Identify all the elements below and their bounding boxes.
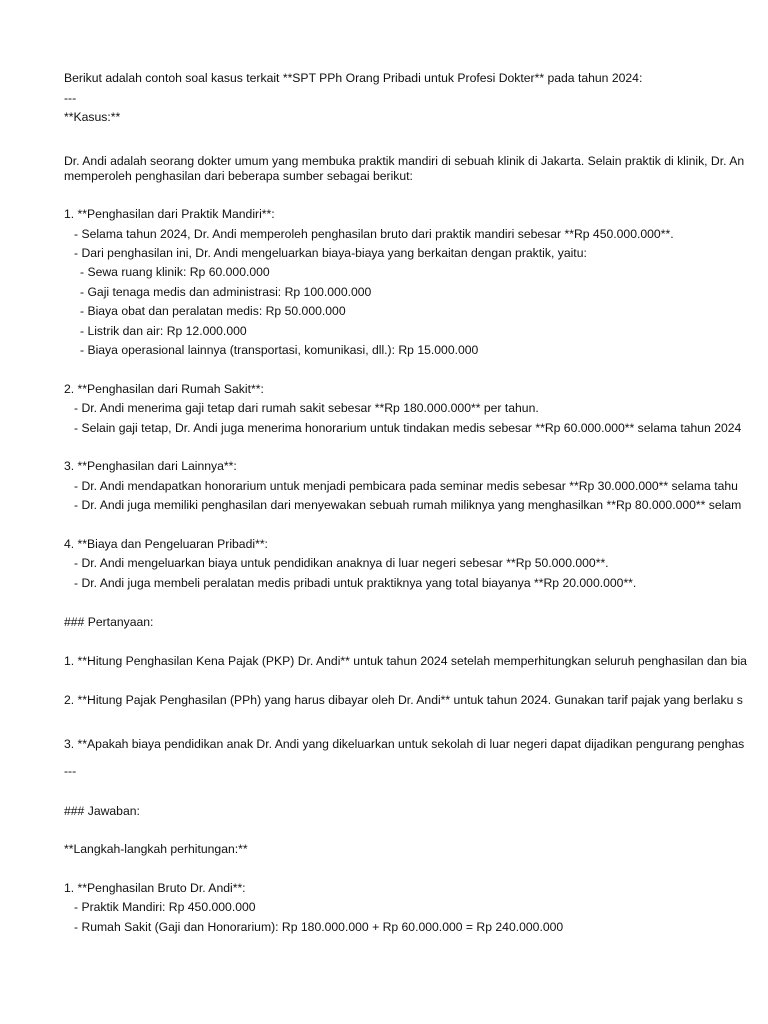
case-paragraph-line-2: memperoleh penghasilan dari beberapa sumber sebagai berikut: [64,169,413,183]
intro-text: Berikut adalah contoh soal kasus terkait **SPT PPh Orang Pribadi untuk Profesi Dokter** pada tahun 2024: [64,71,643,85]
section-4-item-b: - Dr. Andi juga membeli peralatan medis pribadi untuk praktiknya yang total biayanya **Rp 20.000.000**. [74,576,637,590]
pertanyaan-heading: ### Pertanyaan: [64,615,154,629]
separator: --- [64,764,77,778]
langkah-heading: **Langkah-langkah perhitungan:** [64,842,248,856]
section-2-item-a: - Dr. Andi menerima gaji tetap dari rumah sakit sebesar **Rp 180.000.000** per tahun. [74,401,539,415]
jawaban-heading: ### Jawaban: [64,804,140,818]
section-1-item-a: - Selama tahun 2024, Dr. Andi memperoleh penghasilan bruto dari praktik mandiri sebesar **Rp 450.000.000**. [74,227,674,241]
expense-operational: - Biaya operasional lainnya (transportasi, komunikasi, dll.): Rp 15.000.000 [80,343,479,357]
answer-1-item-b: - Rumah Sakit (Gaji dan Honorarium): Rp 180.000.000 + Rp 60.000.000 = Rp 240.000.000 [74,920,564,934]
question-3: 3. **Apakah biaya pendidikan anak Dr. Andi yang dikeluarkan untuk sekolah di luar negeri dapat dijadikan pengurang penghas [64,737,745,751]
expense-rent: - Sewa ruang klinik: Rp 60.000.000 [80,265,270,279]
section-4-item-a: - Dr. Andi mengeluarkan biaya untuk pendidikan anaknya di luar negeri sebesar **Rp 50.000.000**. [74,556,609,570]
separator: --- [64,91,77,105]
section-1-item-b: - Dari penghasilan ini, Dr. Andi mengeluarkan biaya-biaya yang berkaitan dengan praktik, yaitu: [74,246,587,260]
expense-utilities: - Listrik dan air: Rp 12.000.000 [80,324,247,338]
section-4-heading: 4. **Biaya dan Pengeluaran Pribadi**: [64,537,268,551]
section-1-heading: 1. **Penghasilan dari Praktik Mandiri**: [64,207,275,221]
section-2-heading: 2. **Penghasilan dari Rumah Sakit**: [64,382,264,396]
answer-1-heading: 1. **Penghasilan Bruto Dr. Andi**: [64,881,246,895]
section-3-item-b: - Dr. Andi juga memiliki penghasilan dari menyewakan sebuah rumah miliknya yang menghasilkan **Rp 80.000.000** selam [74,498,742,512]
answer-1-item-a: - Praktik Mandiri: Rp 450.000.000 [74,900,256,914]
expense-salary: - Gaji tenaga medis dan administrasi: Rp 100.000.000 [80,285,372,299]
case-paragraph-line-1: Dr. Andi adalah seorang dokter umum yang membuka praktik mandiri di sebuah klinik di Jakarta. Selain praktik di klinik, Dr. An [64,154,745,168]
question-1: 1. **Hitung Penghasilan Kena Pajak (PKP) Dr. Andi** untuk tahun 2024 setelah memperhitungkan seluruh penghasilan dan bia [64,654,747,668]
section-3-item-a: - Dr. Andi mendapatkan honorarium untuk menjadi pembicara pada seminar medis sebesar **Rp 30.000.000** selama tahu [74,479,738,493]
section-2-item-b: - Selain gaji tetap, Dr. Andi juga menerima honorarium untuk tindakan medis sebesar **Rp 60.000.000** selama tahun 2024 [74,421,742,435]
question-2: 2. **Hitung Pajak Penghasilan (PPh) yang harus dibayar oleh Dr. Andi** untuk tahun 2024. Gunakan tarif pajak yang berlaku s [64,693,743,707]
kasus-heading: **Kasus:** [64,110,121,124]
expense-medicine: - Biaya obat dan peralatan medis: Rp 50.000.000 [80,304,346,318]
section-3-heading: 3. **Penghasilan dari Lainnya**: [64,459,237,473]
